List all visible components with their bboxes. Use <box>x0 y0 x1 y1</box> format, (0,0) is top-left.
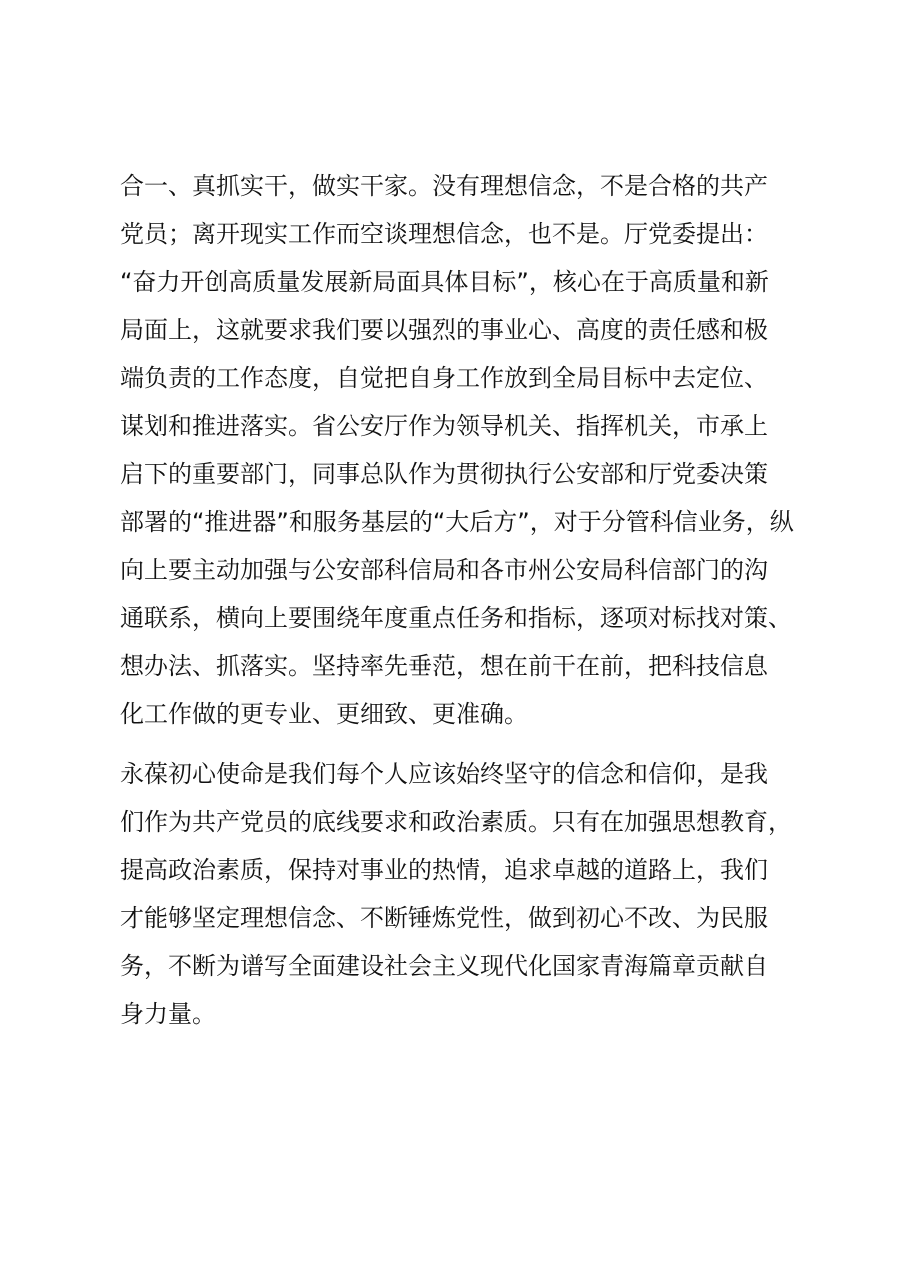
paragraph-1 <box>120 162 810 738</box>
paragraph-line: 谋划和推进落实。省公安厅作为领导机关、指挥机关，市承上 <box>120 412 768 440</box>
paragraph-line: 局面上，这就要求我们要以强烈的事业心、高度的责任感和极 <box>120 316 768 344</box>
paragraph-line: 向上要主动加强与公安部科信局和各市州公安局科信部门的沟 <box>120 556 768 584</box>
paragraph-line: 务，不断为谱写全面建设社会主义现代化国家青海篇章贡献自 <box>120 952 768 980</box>
paragraph-line: 合一、真抓实干，做实干家。没有理想信念，不是合格的共产 <box>120 172 768 200</box>
paragraph-line: 端负责的工作态度，自觉把自身工作放到全局目标中去定位、 <box>120 364 768 392</box>
paragraph-line: 化工作做的更专业、更细致、更准确。 <box>120 700 528 728</box>
paragraph-line: 身力量。 <box>120 1000 216 1028</box>
paragraph-line: “奋力开创高质量发展新局面具体目标”，核心在于高质量和新 <box>120 268 769 296</box>
document-body <box>120 162 810 1038</box>
paragraph-line: 提高政治素质，保持对事业的热情，追求卓越的道路上，我们 <box>120 856 768 884</box>
paragraph-line: 们作为共产党员的底线要求和政治素质。只有在加强思想教育， <box>120 808 792 836</box>
paragraph-2 <box>120 750 810 1038</box>
paragraph-line: 党员；离开现实工作而空谈理想信念，也不是。厅党委提出： <box>120 220 768 248</box>
paragraph-line: 才能够坚定理想信念、不断锤炼党性，做到初心不改、为民服 <box>120 904 768 932</box>
paragraph-line: 永葆初心使命是我们每个人应该始终坚守的信念和信仰，是我 <box>120 760 768 788</box>
paragraph-line: 部署的“推进器”和服务基层的“大后方”，对于分管科信业务，纵 <box>120 508 794 536</box>
paragraph-line: 启下的重要部门，同事总队作为贯彻执行公安部和厅党委决策 <box>120 460 768 488</box>
paragraph-line: 想办法、抓落实。坚持率先垂范，想在前干在前，把科技信息 <box>120 652 768 680</box>
paragraph-line: 通联系，横向上要围绕年度重点任务和指标，逐项对标找对策、 <box>120 604 792 632</box>
